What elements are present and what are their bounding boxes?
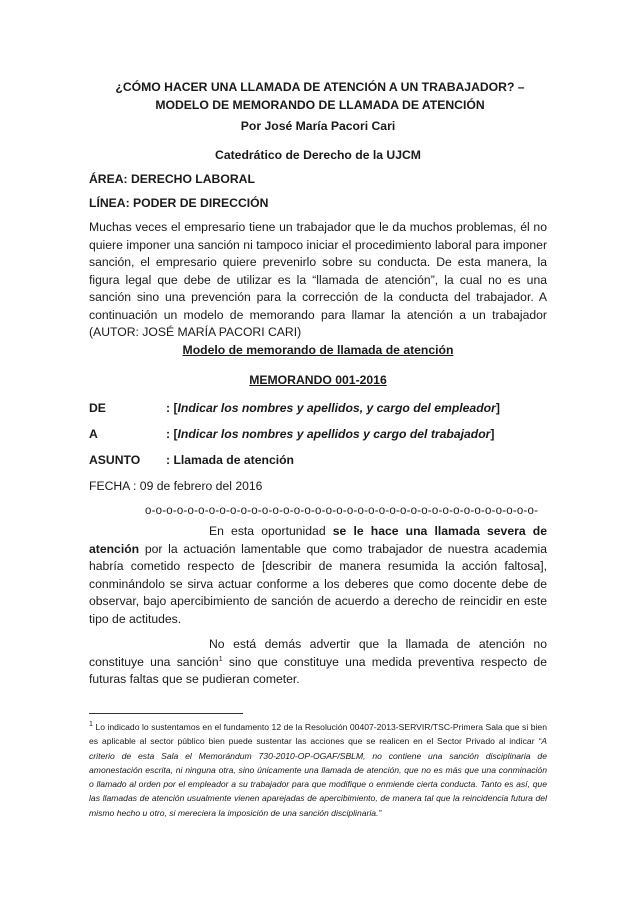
affiliation-line: Catedrático de Derecho de la UJCM bbox=[215, 148, 421, 162]
memo-to-value: : [Indicar los nombres y apellidos y cargo del trabajador] bbox=[166, 427, 495, 441]
body-paragraph-2: No está demás advertir que la llamada de atención no constituye una sanción$^1$ sino que constituye una medida preventiva respecto de futuras faltas que se pudieran cometer. bbox=[89, 637, 547, 686]
footnote-divider bbox=[89, 713, 243, 714]
separator-line: o-o-o-o-o-o-o-o-o-o-o-o-o-o-o-o-o-o-o-o-o-o-o-o-o-o-o-o-o-o-o-o-o-o-o-o-o- bbox=[145, 505, 539, 517]
memo-from-label: DE bbox=[89, 401, 106, 415]
model-heading: Modelo de memorando de llamada de atención bbox=[182, 343, 454, 357]
memo-subject-value: : Llamada de atención bbox=[166, 453, 294, 467]
body-paragraph-1: En esta oportunidad se le hace una llamada severa de atención por la actuación lamentable que como trabajador de nuestra academia habría cometido respecto de [describir de manera resumida la acción faltosa], conminándolo se sirva actuar conforme a los deberes que como docente debe de observar, bajo apercibimiento de sanción de acuerdo a derecho de reincidir en este tipo de actitudes. bbox=[89, 524, 547, 626]
body-emphasis: se le hace una llamada severa de atención bbox=[89, 524, 547, 556]
memo-from-row bbox=[89, 400, 500, 417]
footnote-ref: 1 bbox=[218, 655, 223, 663]
line-heading: LÍNEA: PODER DE DIRECCIÓN bbox=[89, 196, 269, 210]
intro-paragraph: Muchas veces el empresario tiene un trabajador que le da muchos problemas, él no quiere imponer una sanción ni tampoco iniciar el procedimiento laboral para imponer sanción, el empresario quiere prevenirlo sobre su conducta. De esta manera, la figura legal que debe de utilizar es la “llamada de atención”, la cual no es una sanción sino una prevención para la corrección de la conducta del trabajador. A continuación un modelo de memorando para llamar la atención a un trabajador (AUTOR: JOSÉ MARÍA PACORI CARI) bbox=[89, 220, 547, 339]
footnote-number: 1 bbox=[89, 721, 93, 729]
memo-from-value: : [Indicar los nombres y apellidos, y cargo del empleador] bbox=[166, 401, 500, 415]
author-line: Por José María Pacori Cari bbox=[240, 119, 396, 133]
memo-date: FECHA : 09 de febrero del 2016 bbox=[89, 479, 263, 493]
footnote-text: $^1$ Lo indicado lo sustentamos en el fundamento 12 de la Resolución 00407-2013-SERVIR/TSC-Primera Sala que si bien es aplicable al sector público bien puede sustentar las acciones que se realicen en el Sector Privado al indicar “A criterio de esta Sala el Memorándum 730-2010-OP-OGAF/SBLM, no contiene una sanción disciplinaria de amonestación escrita, ni ninguna otra, sino únicamente una llamada de atención, que no es más que una conminación o llamado al orden por el empleador a su trabajador para que modifique o enmiende cierta conducta. Tanto es así, que las llamadas de atención usualmente vienen aparejadas de apercibimiento, de manera tal que la reincidencia futura del mismo hecho u otro, si mereciera la imposición de una sanción disciplinaria.” bbox=[89, 721, 547, 818]
document-title: ¿CÓMO HACER UNA LLAMADA DE ATENCIÓN A UN TRABAJADOR? – MODELO DE MEMORANDO DE LLAMADA DE ATENCIÓN bbox=[115, 80, 525, 112]
area-heading: ÁREA: DERECHO LABORAL bbox=[89, 172, 255, 186]
memo-to-label: A bbox=[89, 427, 98, 441]
memo-number: MEMORANDO 001-2016 bbox=[249, 373, 387, 387]
memo-to-row bbox=[89, 426, 494, 443]
memo-subject-row bbox=[89, 452, 294, 469]
memo-subject-label: ASUNTO bbox=[89, 453, 141, 467]
